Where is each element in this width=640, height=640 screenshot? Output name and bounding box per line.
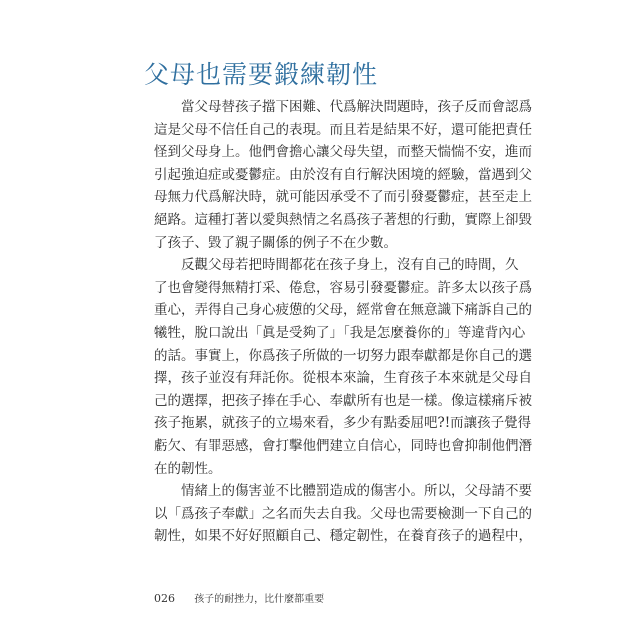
text-line: 擇，孩子並沒有拜託你。從根本來論，生育孩子本來就是父母自 bbox=[154, 370, 532, 387]
paragraph bbox=[154, 96, 532, 254]
chapter-title: 父母也需要鍛練韌性 bbox=[144, 60, 379, 89]
text-line: 韌性，如果不好好照顧自己、穩定韌性，在養育孩子的過程中， bbox=[154, 528, 532, 545]
text-line: 在的韌性。 bbox=[154, 460, 222, 477]
text-line: 情緒上的傷害並不比體罰造成的傷害小。所以，父母請不要 bbox=[154, 483, 532, 500]
text-line: 當父母替孩子擋下困難、代爲解決問題時，孩子反而會認爲 bbox=[154, 99, 532, 115]
text-line: 虧欠、有罪惡感，會打擊他們建立自信心，同時也會抑制他們潛 bbox=[154, 437, 532, 454]
text-line: 了也會變得無精打采、倦怠，容易引發憂鬱症。許多太以孩子爲 bbox=[154, 279, 532, 296]
page-footer bbox=[154, 592, 324, 607]
text-line: 的話。事實上，你爲孩子所做的一切努力跟奉獻都是你自己的選 bbox=[154, 347, 532, 364]
text-line: 了孩子、毀了親子關係的例子不在少數。 bbox=[154, 234, 397, 251]
text-line: 怪到父母身上。他們會擔心讓父母失望，而整天惴惴不安，進而 bbox=[154, 144, 532, 161]
text-line: 這是父母不信任自己的表現。而且若是結果不好，還可能把責任 bbox=[154, 121, 532, 138]
page-number: 026 bbox=[154, 592, 175, 605]
text-line: 己的選擇，把孩子捧在手心、奉獻所有也是一樣。像這樣痛斥被 bbox=[154, 392, 532, 409]
paragraph bbox=[154, 480, 532, 548]
text-line: 反觀父母若把時間都花在孩子身上，沒有自己的時間，久 bbox=[154, 257, 519, 274]
text-line: 引起強迫症或憂鬱症。由於沒有自行解決困境的經驗，當遇到父 bbox=[154, 166, 532, 183]
paragraph bbox=[154, 254, 532, 480]
text-line: 重心，弄得自己身心疲憊的父母，經常會在無意識下痛訴自己的 bbox=[154, 302, 532, 319]
text-line: 母無力代爲解決時，就可能因承受不了而引發憂鬱症，甚至走上 bbox=[154, 189, 532, 206]
text-line: 以「爲孩子奉獻」之名而失去自我。父母也需要檢測一下自己的 bbox=[154, 505, 532, 522]
text-line: 孩子拖累，就孩子的立場來看，多少有點委屈吧?!而讓孩子覺得 bbox=[154, 415, 532, 432]
running-book-title: 孩子的耐挫力，比什麼都重要 bbox=[194, 594, 325, 605]
text-line: 絕路。這種打著以愛與熱情之名爲孩子著想的行動，實際上卻毀 bbox=[154, 211, 532, 228]
body-text bbox=[154, 96, 532, 548]
text-line: 犧牲，脫口說出「眞是受夠了」「我是怎麼養你的」等違背內心 bbox=[154, 324, 526, 341]
